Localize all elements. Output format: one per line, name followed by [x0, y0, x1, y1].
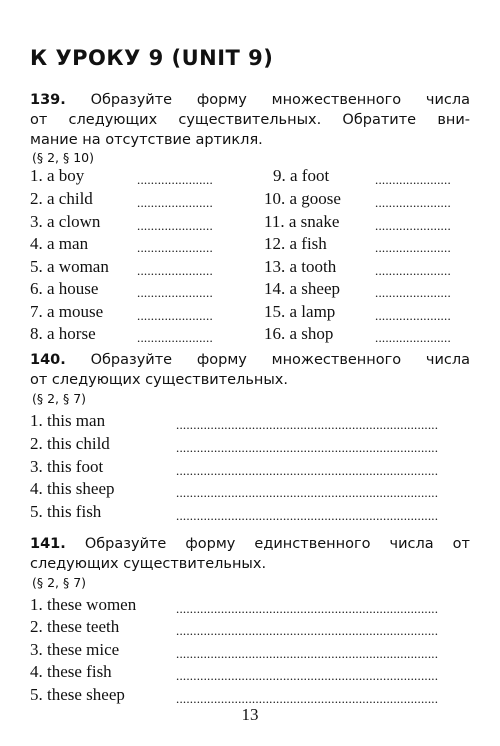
task-139-item: 2. a child: [30, 189, 93, 208]
task-141-reference: (§ 2, § 7): [32, 575, 87, 590]
task-141-line-1: 141. Образуйте форму единственного числа от: [30, 536, 470, 552]
task-140-instruction: [30, 350, 470, 390]
answer-blank[interactable]: ......................: [137, 263, 213, 278]
task-139-item: 10. a goose: [264, 189, 341, 208]
task-141-item: 2. these teeth: [30, 617, 120, 636]
task-140-item: 5. this fish: [30, 502, 102, 521]
task-139-item: 11. a snake: [264, 212, 340, 231]
answer-blank[interactable]: ............................................................................: [176, 646, 439, 661]
task-141-item: 5. these sheep: [30, 685, 125, 704]
task-139-item: 1. a boy: [30, 166, 85, 185]
task-139-item: 6. a house: [30, 279, 99, 298]
answer-blank[interactable]: ............................................................................: [176, 623, 439, 638]
answer-blank[interactable]: ............................................................................: [176, 508, 439, 523]
task-141-item: 3. these mice: [30, 640, 120, 659]
answer-blank[interactable]: ......................: [375, 330, 451, 345]
answer-blank[interactable]: ............................................................................: [176, 463, 439, 478]
task-140-line-2: от следующих существительных.: [30, 372, 288, 388]
task-140-item: 3. this foot: [30, 457, 104, 476]
task-141-number: 141.: [30, 536, 66, 552]
task-139-instruction: [30, 90, 470, 150]
answer-blank[interactable]: ......................: [375, 172, 451, 187]
task-139-item: 16. a shop: [264, 324, 334, 343]
task-139-item: 7. a mouse: [30, 302, 104, 321]
task-139-item: 15. a lamp: [264, 302, 336, 321]
answer-blank[interactable]: ......................: [375, 240, 451, 255]
task-140-item: 2. this child: [30, 434, 110, 453]
task-139-reference: (§ 2, § 10): [32, 150, 95, 165]
answer-blank[interactable]: ......................: [375, 195, 451, 210]
answer-blank[interactable]: ......................: [137, 172, 213, 187]
unit-title: К УРОКУ 9 (UNIT 9): [30, 46, 274, 70]
task-139-line-2: от следующих существительных. Обратите вни-: [30, 112, 470, 128]
task-139-item: 12. a fish: [264, 234, 327, 253]
task-141-item: 1. these women: [30, 595, 137, 614]
task-140-reference: (§ 2, § 7): [32, 391, 87, 406]
answer-blank[interactable]: ......................: [137, 218, 213, 233]
task-140-number: 140.: [30, 352, 66, 368]
task-139-item: 8. a horse: [30, 324, 96, 343]
task-140-item: 4. this sheep: [30, 479, 115, 498]
answer-blank[interactable]: ......................: [137, 308, 213, 323]
answer-blank[interactable]: ......................: [137, 285, 213, 300]
task-139-line-1: 139. Образуйте форму множественного числа: [30, 92, 470, 108]
task-141-instruction: [30, 534, 470, 574]
answer-blank[interactable]: ............................................................................: [176, 417, 439, 432]
answer-blank[interactable]: ......................: [137, 195, 213, 210]
task-139-item: 4. a man: [30, 234, 89, 253]
task-139-item: 13. a tooth: [264, 257, 337, 276]
answer-blank[interactable]: ......................: [137, 240, 213, 255]
task-139-number: 139.: [30, 92, 66, 108]
page-number: 13: [241, 705, 259, 724]
task-139-item: 9. a foot: [273, 166, 330, 185]
task-139-item: 5. a woman: [30, 257, 109, 276]
task-141-item: 4. these fish: [30, 662, 112, 681]
answer-blank[interactable]: ......................: [375, 285, 451, 300]
answer-blank[interactable]: ............................................................................: [176, 440, 439, 455]
task-140-item: 1. this man: [30, 411, 106, 430]
answer-blank[interactable]: ......................: [375, 308, 451, 323]
task-139-item: 14. a sheep: [264, 279, 341, 298]
answer-blank[interactable]: ............................................................................: [176, 691, 439, 706]
answer-blank[interactable]: ............................................................................: [176, 485, 439, 500]
task-140-line-1: 140. Образуйте форму множественного числа: [30, 352, 470, 368]
answer-blank[interactable]: ......................: [137, 330, 213, 345]
answer-blank[interactable]: ......................: [375, 263, 451, 278]
task-139-line-3: мание на отсутствие артикля.: [30, 132, 263, 148]
task-139-item: 3. a clown: [30, 212, 101, 231]
answer-blank[interactable]: ......................: [375, 218, 451, 233]
task-141-line-2: следующих существительных.: [30, 556, 267, 572]
answer-blank[interactable]: ............................................................................: [176, 601, 439, 616]
answer-blank[interactable]: ............................................................................: [176, 668, 439, 683]
